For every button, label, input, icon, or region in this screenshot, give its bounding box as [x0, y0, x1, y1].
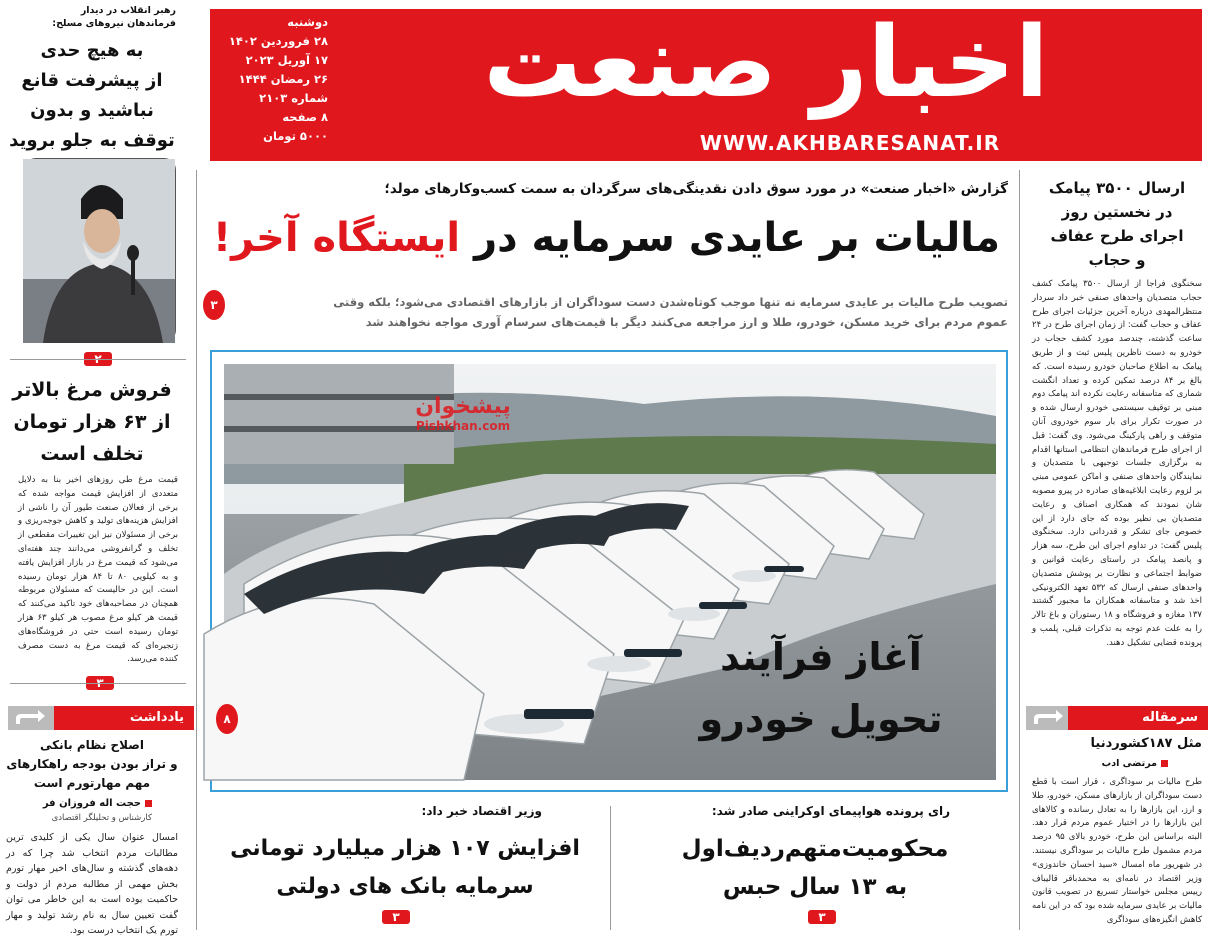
yaddasht-author: حجت اله فروزان فر	[42, 798, 141, 809]
bank-page-badge[interactable]: ۳	[382, 910, 410, 924]
lead-subhead-line: تصویب طرح مالیات بر عایدی سرمایه نه تنها موجب کوتاه‌شدن دست سوداگران از بازارهای اقتصادی می‌شود؛ بلکه وقتی	[333, 295, 1008, 309]
sms-headline-line: اجرای طرح عفاف	[1050, 227, 1184, 245]
plane-headline-line: محکومیت‌متهم‌ردیف‌اول	[681, 836, 949, 862]
sms-headline[interactable]	[1032, 176, 1202, 272]
divider	[10, 683, 186, 684]
masthead	[210, 6, 1202, 161]
leader-headline-line: از پیشرفت قانع	[21, 70, 163, 91]
masthead-date-fa: ۲۸ فروردین ۱۴۰۲	[228, 34, 328, 48]
sarmaghaleh-header	[1026, 706, 1208, 730]
lead-page-badge[interactable]: ۳	[203, 290, 225, 320]
right-column	[1022, 170, 1218, 930]
divider	[610, 806, 611, 930]
bank-story[interactable]	[208, 800, 602, 930]
masthead-issue: شماره ۲۱۰۳	[259, 91, 328, 105]
lead-headline-black: مالیات بر عایدی سرمایه در	[474, 215, 1000, 261]
plane-kicker: رای پرونده هواپیمای اوکراینی صادر شد:	[711, 804, 950, 818]
leader-photo	[24, 158, 176, 342]
photo-page-badge[interactable]: ۸	[216, 704, 238, 734]
leader-photo-illustration	[23, 159, 175, 343]
lead-headline-red: ایستگاه آخر!	[212, 215, 461, 261]
photo-caption[interactable]	[666, 626, 976, 750]
column-divider-right	[1019, 170, 1020, 930]
sms-headline-line: ارسال ۳۵۰۰ پیامک	[1048, 179, 1186, 197]
lead-subhead	[228, 292, 1008, 332]
sms-headline-line: و حجاب	[1088, 251, 1146, 269]
column-divider-left	[196, 170, 197, 930]
sarmaghaleh-author-row	[1102, 758, 1168, 769]
photo-caption-line: تحویل خودرو	[699, 697, 943, 741]
masthead-date-hijri: ۲۶ رمضان ۱۴۴۴	[238, 72, 328, 86]
photo-watermark	[398, 394, 528, 433]
arrow-icon	[14, 710, 46, 726]
chicken-headline-line: از ۶۳ هزار تومان	[13, 411, 171, 433]
leader-headline-line: نباشید و بدون	[30, 100, 154, 121]
yaddasht-body: امسال عنوان سال یکی از کلیدی ترین مطالبات مردم انتخاب شد چرا که در دهه‌های گذشته و سال‌های اخیر مهار تورم بخش مهمی از مطالبه مردم از دولت و حاکمیت بوده است به این خاطر می توان گفت تعیین سال به نام رشد تولید و مهار تورم یک انتخاب درست بود.	[6, 832, 178, 936]
sms-headline-line: در نخستین روز	[1061, 203, 1173, 221]
masthead-day: دوشنبه	[287, 15, 328, 29]
masthead-logo	[336, 1, 1196, 125]
chicken-headline[interactable]	[6, 374, 178, 470]
masthead-price: ۵۰۰۰ تومان	[263, 129, 328, 143]
yaddasht-title-line: و تراز بودن بودجه راهکارهای	[6, 757, 178, 771]
plane-headline-line: به ۱۳ سال حبس	[722, 874, 908, 900]
sarmaghaleh-tag: سرمقاله	[1068, 706, 1208, 730]
photo-caption-line: آغاز فرآیند	[720, 635, 922, 679]
logo-text: اخبار صنعت	[483, 6, 1049, 120]
yaddasht-title-line: اصلاح نظام بانکی	[40, 738, 144, 752]
bank-headline	[218, 830, 592, 906]
lead-photo-frame	[210, 350, 1008, 792]
bank-headline-line: افزایش ۱۰۷ هزار میلیارد تومانی	[230, 836, 580, 861]
sarmaghaleh-author: مرتضی ادب	[1101, 758, 1157, 769]
plane-page-badge[interactable]: ۳	[808, 910, 836, 924]
bank-headline-line: سرمایه بانک های دولتی	[276, 874, 534, 899]
yaddasht-author-row	[43, 798, 152, 809]
yaddasht-author-role: کارشناس و تحلیلگر اقتصادی	[51, 813, 152, 823]
lead-kicker: گزارش «اخبار صنعت» در مورد سوق دادن نقدینگی‌های سرگردان به سمت کسب‌وکارهای مولد؛	[384, 181, 1008, 197]
leader-kicker-2: فرماندهان نیروهای مسلح:	[52, 18, 176, 29]
chicken-body: قیمت مرغ طی روزهای اخیر بنا به دلایل متعددی از افزایش قیمت مواجه شده که برخی از فعالان صنعت طیور آن را ناشی از افزایش هزینه‌های تولید و کاهش جوجه‌ریزی و برخی از مسئولان نیز این تغییرات مقطعی از تخلف و گرانفروشی می‌دانند چند هفته‌ای می‌شود که قیمت مرغ در بازار افزایش یافته و به کیلویی ۸۰ تا ۸۴ هزار تومان رسیده است. این در حالیست که مسئولان مربوطه همچنان در مصاحبه‌های خود تاکید می‌کنند که قیمت هر کیلو مرغ مصوب هر کیلو ۶۳ هزار تومان رسیده است حتی در فروشگاه‌های زنجیره‌ای که قیمت مرغ به دست مصرف کننده می‌رسد.	[18, 475, 179, 665]
leader-headline-line: به هیچ حدی	[40, 40, 144, 61]
yaddasht-title-line: مهم مهارتورم است	[33, 776, 151, 790]
watermark-fa: پیشخوان	[415, 394, 511, 419]
leader-headline-line: توقف به جلو بروید	[9, 130, 175, 151]
sms-body: سخنگوی فراجا از ارسال ۳۵۰۰ پیامک کشف حجاب متصدیان واحدهای صنفی خبر داد سردار منتظرالمهدی درباره آخرین جزئیات اجرای طرح عفاف و حجاب گفت: از زمان اجرای طرح در ۲۴ ساعت گذشته، چندصد مورد کشف حجاب در خودرو به دست ناظرین پلیس ثبت و از طریق پیامک به اطلاع صاحبان خودرو رسیده است. که بالغ بر ۸۴ درصد تمکین کرده و تعداد انگشت شماری که متاسفانه رعایت نکرده اند پیامک دوم مبنی بر توقیف سیستمی خودرو ارسال شده و در صورت تکرار برای بار سوم خودروی آنان متوقف و راهی پارکینگ می‌شود. وی گفت: قبل از اجرای طرح فرماندهان انتظامی استانها اقدام به برگزاری جلسات توجیهی با متصدیان و نمایندگان واحدهای صنفی و اماکن عمومی مبنی بر لزوم رعایت ابلاغیه‌های صادره در پیرو مصوبه شان نمودند که همکاری اصناف و رعایت متصدیان بی نظیر بوده که جای دارد از این خصوص جای تشکر و قدردانی دارد. سخنگوی پلیس گفت: در تداوم اجرای این طرح، سه هزار و پانصد پیامک در راستای رعایت قوانین و ضوابط اجتماعی و نظارت بر پوشش متصدیان واحدهای صنفی ارسال که ۵۳۲ تعهد الکترونیکی اخذ شد و متاسفانه همکاران ما مجبور گشتند ۱۳۷ مغازه و فروشگاه و ۱۸ رستوران و باغ تالار را به علت عدم توجه به تذکرات قبلی، پلمب و پرونده قضایی تشکیل دهند.	[1032, 279, 1203, 648]
arrow-icon	[1032, 710, 1064, 726]
plane-headline	[640, 830, 990, 906]
chicken-headline-line: فروش مرغ بالاتر	[12, 379, 172, 401]
plane-story[interactable]	[620, 800, 1010, 930]
yaddasht-title[interactable]	[6, 736, 178, 793]
lead-headline[interactable]	[210, 206, 1000, 270]
sarmaghaleh-title[interactable]: مثل ۱۸۷کشوردنیا	[1090, 736, 1202, 751]
masthead-website[interactable]: WWW.AKHBARESANAT.IR	[699, 131, 1001, 155]
left-column	[0, 0, 196, 936]
yaddasht-tag: یادداشت	[54, 706, 194, 730]
divider	[10, 359, 186, 360]
bank-kicker: وزیر اقتصاد خبر داد:	[421, 804, 542, 818]
masthead-info	[218, 13, 328, 146]
watermark-en: Pishkhan.com	[415, 419, 511, 433]
author-marker-icon	[1161, 760, 1168, 767]
author-marker-icon	[145, 800, 152, 807]
masthead-pages: ۸ صفحه	[282, 110, 328, 124]
yaddasht-header	[8, 706, 194, 730]
masthead-date-en: ۱۷ آوریل ۲۰۲۳	[245, 53, 328, 67]
leader-headline[interactable]	[6, 36, 178, 156]
leader-kicker-1: رهبر انقلاب در دیدار	[80, 5, 176, 16]
chicken-headline-line: تخلف است	[40, 443, 144, 465]
lead-subhead-line: عموم مردم برای خرید مسکن، خودرو، طلا و ارز مراجعه می‌کنند دیگر با قیمت‌های سرسام آوری مواجه نخواهند شد	[365, 315, 1008, 329]
sarmaghaleh-body: طرح مالیات بر سوداگری ، قرار است با قطع دست سوداگران از بازارهای مسکن، خودرو، طلا و ارز، این بازارها را به تعادل رسانده و کالاهای این بازارها را در اختیار عموم مردم قرار دهد. البته براساس این طرح، خودرو بالای ۹۵ درصد مردم مشمول طرح مالیات بر سوداگری نیستند. در شهریور ماه امسال «سید احسان خاندوزی» وزیر اقتصاد در نامه‌ای به محمدباقر قالیباف رییس مجلس خواستار تسریع در تصویب قانون مالیات بر عایدی سرمایه شده بود که در این نامه کاهش انگیزه‌های سوداگری	[1032, 777, 1202, 925]
